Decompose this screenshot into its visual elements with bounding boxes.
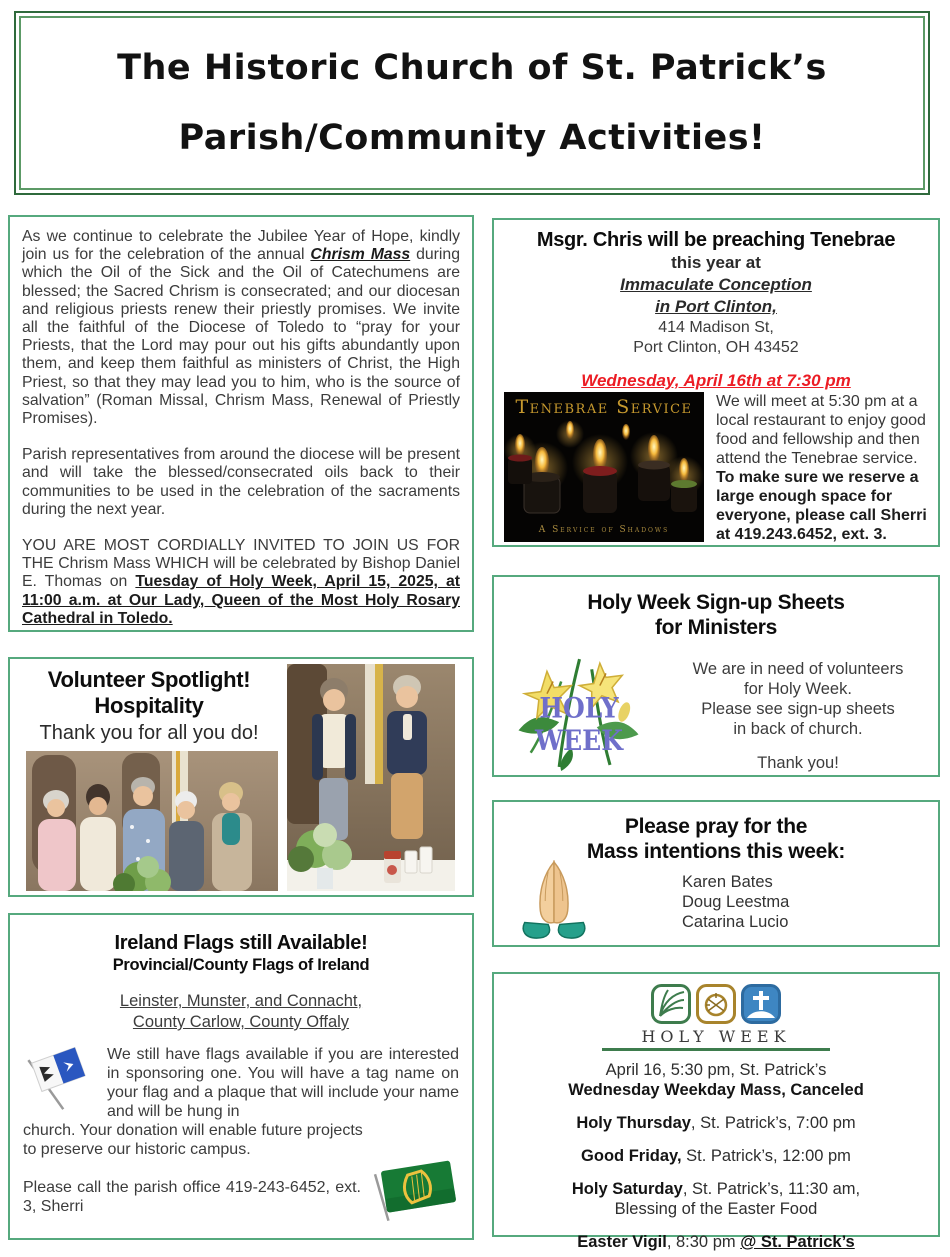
holy-week-logo	[494, 984, 938, 1051]
easter-vigil-label: Easter Vigil	[577, 1233, 667, 1251]
praying-hands-icon	[518, 858, 590, 942]
provincial-flag-icon	[23, 1045, 97, 1117]
ireland-body-text: We still have flags available if you are interested in sponsoring one. You will have a tag name on your flag and a plaque that will include your name and will be hung in	[107, 1046, 459, 1120]
intentions-title-line1: Please pray for the	[624, 815, 808, 838]
palm-branch-icon	[651, 984, 691, 1024]
good-friday-detail: St. Patrick’s, 12:00 pm	[681, 1147, 851, 1165]
tenebrae-body-regular: We will meet at 5:30 pm at a local restaurant to enjoy good food and fellowship and then attend the Tenebrae service.	[716, 393, 926, 467]
signup-title-line1: Holy Week Sign-up Sheets	[587, 591, 845, 614]
tenebrae-candles-image	[504, 392, 704, 542]
ireland-body-text-2: church. Your donation will enable future projects to preserve our historic campus.	[23, 1122, 363, 1158]
schedule-april16	[494, 1060, 938, 1100]
ireland-harp-flag-icon	[370, 1158, 462, 1222]
chrism-p3-text: YOU ARE MOST CORDIALLY INVITED TO JOIN US FOR THE Chrism Mass WHICH will be celebrated by Bishop Daniel E. Thomas on	[22, 537, 460, 591]
crown-of-thorns-icon	[696, 984, 736, 1024]
intention-name: Karen Bates	[682, 873, 773, 891]
chrism-paragraph-2: Parish representatives from around the diocese will be present and will take the blessed/consecrated oils back to their communities to be used in the celebration of the sacraments during the next year.	[22, 446, 460, 518]
ireland-counties-line: County Carlow, County Offaly	[132, 1013, 350, 1031]
chrism-paragraph-1	[22, 228, 460, 428]
chrism-p1-text: As we continue to celebrate the Jubilee Year of Hope, kindly join us for the celebration of the annual	[22, 228, 460, 264]
holy-week-schedule-box	[492, 972, 940, 1251]
schedule-easter-vigil	[494, 1232, 938, 1252]
signup-line4: in back of church.	[733, 720, 863, 738]
tenebrae-address-line1: 414 Madison St,	[658, 319, 774, 336]
two-volunteers-photo	[287, 664, 455, 891]
volunteer-subtitle-hospitality: Hospitality	[94, 693, 204, 718]
tenebrae-image-caption: A Service of Shadows	[538, 525, 670, 535]
chrism-p1-rest: during which the Oil of the Sick and the Oil of Catechumens are blessed; the Sacred Chrism is consecrated; and our diocesan and religious priests renew their priestly promises. We invite all the faithful of the Diocese of Toledo to “pray for your Priests, that the Lord may pour out his gifts abundantly upon them, and keep them faithful as ministers of Christ, the High Priest, so that they may lead you to him, who is the source of salvation” (Roman Missal, Chrism Mass, Renewal of Priestly Promises).	[22, 246, 460, 428]
chrism-date-location: Tuesday of Holy Week, April 15, 2025, at 11:00 a.m. at Our Lady, Queen of the Most Holy Rosary Cathedral in Toledo.	[22, 573, 460, 627]
volunteer-spotlight-box	[8, 657, 474, 897]
ireland-provinces-line: Leinster, Munster, and Connacht,	[119, 992, 363, 1010]
two-volunteers-graphic	[287, 664, 455, 891]
volunteer-heading	[16, 667, 282, 745]
holy-week-logo-tiles	[494, 984, 938, 1024]
schedule-holy-saturday	[494, 1179, 938, 1219]
holy-thursday-detail: , St. Patrick’s, 7:00 pm	[690, 1114, 856, 1132]
schedule-april16-line1: April 16, 5:30 pm, St. Patrick’s	[605, 1061, 827, 1079]
ireland-flag-list	[23, 991, 459, 1033]
intentions-names	[682, 872, 789, 932]
tenebrae-body	[716, 392, 932, 544]
tenebrae-title: Msgr. Chris will be preaching Tenebrae	[536, 229, 896, 251]
ireland-title: Ireland Flags still Available!	[114, 932, 368, 954]
holy-week-lilies-image	[500, 651, 658, 771]
group-photo-graphic	[26, 751, 278, 891]
cross-on-hill-icon	[741, 984, 781, 1024]
holy-saturday-detail: , St. Patrick’s, 11:30 am,	[682, 1180, 861, 1198]
tenebrae-body-bold: To make sure we reserve a large enough space for everyone, please call Sherri at 419.243.6452, ext. 3.	[716, 469, 927, 543]
tenebrae-church-name: Immaculate Conception	[620, 275, 812, 294]
tenebrae-announcement-box	[492, 218, 940, 547]
ireland-subtitle: Provincial/County Flags of Ireland	[112, 956, 370, 974]
schedule-holy-thursday	[494, 1113, 938, 1133]
signup-body	[662, 659, 934, 773]
schedule-april16-line2: Wednesday Weekday Mass, Canceled	[568, 1081, 864, 1099]
volunteer-title: Volunteer Spotlight!	[47, 667, 251, 692]
volunteer-thankyou: Thank you for all you do!	[39, 722, 259, 744]
ireland-flags-box	[8, 913, 474, 1240]
signup-thanks: Thank you!	[757, 754, 839, 772]
ireland-call-text: Please call the parish office 419-243-6452, ext. 3, Sherri	[23, 1179, 361, 1215]
holy-week-signup-box	[492, 575, 940, 777]
volunteers-group-photo	[26, 751, 278, 891]
tenebrae-subtitle: this year at	[671, 253, 761, 272]
signup-title-line2: for Ministers	[654, 616, 778, 639]
intention-name: Catarina Lucio	[682, 913, 789, 931]
chrism-mass-article	[8, 215, 474, 632]
holy-saturday-label: Holy Saturday	[571, 1180, 683, 1198]
tenebrae-date-line: Wednesday, April 16th at 7:30 pm	[581, 371, 851, 390]
header-inner-border	[19, 16, 925, 190]
schedule-good-friday	[494, 1146, 938, 1166]
intention-name: Doug Leestma	[682, 893, 790, 911]
intentions-title-line2: Mass intentions this week:	[586, 840, 846, 863]
good-friday-label: Good Friday,	[581, 1147, 682, 1165]
schedule-list	[494, 1060, 938, 1252]
page-title-line1: The Historic Church of St. Patrick’s	[117, 48, 827, 88]
holy-week-lilies-caption: HOLY WEEK	[535, 691, 623, 757]
tenebrae-image-title: Tenebrae Service	[515, 396, 693, 418]
holy-week-logo-text: HOLY WEEK	[641, 1027, 791, 1046]
page-title-line2: Parish/Community Activities!	[178, 118, 766, 158]
tenebrae-church-city: in Port Clinton,	[655, 297, 777, 316]
signup-line3: Please see sign-up sheets	[701, 700, 895, 718]
signup-line1: We are in need of volunteers	[692, 660, 904, 678]
holy-saturday-detail2: Blessing of the Easter Food	[614, 1200, 818, 1218]
easter-vigil-detail: , 8:30 pm	[666, 1233, 741, 1251]
mass-intentions-box	[492, 800, 940, 947]
holy-thursday-label: Holy Thursday	[576, 1114, 691, 1132]
header-box	[14, 11, 930, 195]
easter-vigil-location: @ St. Patrick’s	[740, 1233, 855, 1251]
chrism-paragraph-3	[22, 537, 460, 628]
chrism-mass-emphasis: Chrism Mass	[310, 246, 411, 264]
signup-line2: for Holy Week.	[744, 680, 852, 698]
holy-week-logo-underline	[602, 1048, 830, 1051]
tenebrae-address-line2: Port Clinton, OH 43452	[633, 339, 799, 356]
